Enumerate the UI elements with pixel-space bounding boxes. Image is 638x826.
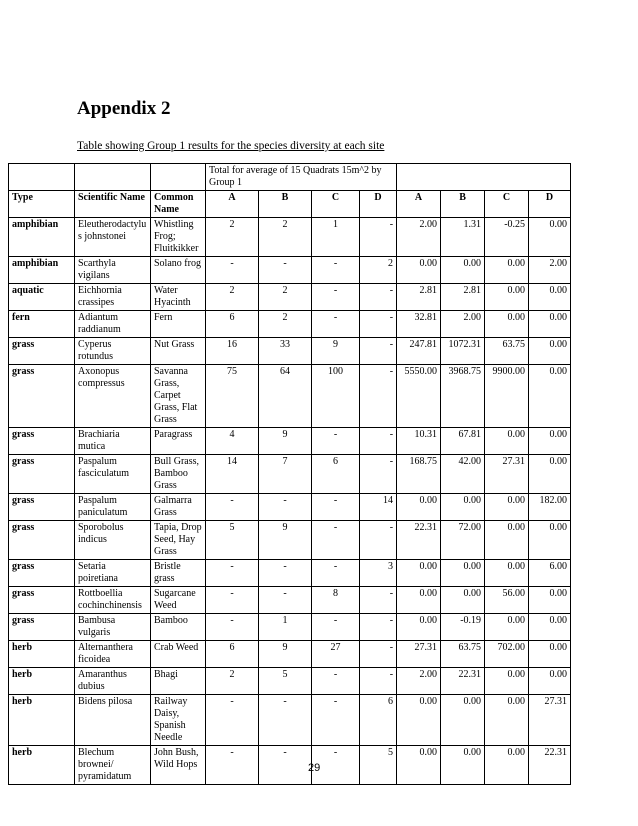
value-cell: - xyxy=(312,284,360,311)
type-cell: herb xyxy=(9,746,75,785)
common-name-cell: Water Hyacinth xyxy=(151,284,206,311)
value-cell: 27 xyxy=(312,641,360,668)
value-cell: - xyxy=(259,257,312,284)
value-cell: 14 xyxy=(206,455,259,494)
value-cell: - xyxy=(206,695,259,746)
value-cell: 27.31 xyxy=(485,455,529,494)
value-cell: - xyxy=(360,587,397,614)
value-cell: - xyxy=(259,746,312,785)
type-cell: herb xyxy=(9,695,75,746)
value-cell: 0.00 xyxy=(397,746,441,785)
value-cell: 22.31 xyxy=(529,746,571,785)
scientific-name-cell: Alternanthera ficoidea xyxy=(75,641,151,668)
value-cell: 27.31 xyxy=(529,695,571,746)
value-cell: 6 xyxy=(206,311,259,338)
value-cell: 2.00 xyxy=(397,218,441,257)
type-cell: herb xyxy=(9,668,75,695)
value-cell: - xyxy=(312,746,360,785)
value-cell: 9 xyxy=(312,338,360,365)
column-header: B xyxy=(441,191,485,218)
value-cell: - xyxy=(360,365,397,428)
value-cell: 0.00 xyxy=(485,428,529,455)
blank-cell xyxy=(75,164,151,191)
column-header: A xyxy=(206,191,259,218)
value-cell: 0.00 xyxy=(485,494,529,521)
column-header: D xyxy=(360,191,397,218)
table-row xyxy=(9,494,571,521)
value-cell: 2 xyxy=(206,668,259,695)
value-cell: 0.00 xyxy=(441,695,485,746)
table-row xyxy=(9,257,571,284)
type-cell: grass xyxy=(9,365,75,428)
value-cell: 2.81 xyxy=(397,284,441,311)
value-cell: 22.31 xyxy=(441,668,485,695)
scientific-name-cell: Adiantum raddianum xyxy=(75,311,151,338)
value-cell: 2.00 xyxy=(397,668,441,695)
column-header: D xyxy=(529,191,571,218)
value-cell: 0.00 xyxy=(441,587,485,614)
scientific-name-cell: Brachiaria mutica xyxy=(75,428,151,455)
scientific-name-cell: Eichhornia crassipes xyxy=(75,284,151,311)
value-cell: - xyxy=(312,257,360,284)
value-cell: - xyxy=(206,494,259,521)
scientific-name-cell: Bambusa vulgaris xyxy=(75,614,151,641)
table-row xyxy=(9,614,571,641)
table-body xyxy=(9,218,571,785)
value-cell: 0.00 xyxy=(485,695,529,746)
value-cell: 2.00 xyxy=(441,311,485,338)
value-cell: 4 xyxy=(206,428,259,455)
value-cell: 0.00 xyxy=(529,668,571,695)
column-header: Scientific Name xyxy=(75,191,151,218)
value-cell: 6.00 xyxy=(529,560,571,587)
value-cell: - xyxy=(312,614,360,641)
value-cell: 0.00 xyxy=(441,560,485,587)
value-cell: 16 xyxy=(206,338,259,365)
value-cell: - xyxy=(312,560,360,587)
type-cell: grass xyxy=(9,587,75,614)
value-cell: 0.00 xyxy=(529,218,571,257)
value-cell: - xyxy=(259,560,312,587)
table-row xyxy=(9,284,571,311)
scientific-name-cell: Bidens pilosa xyxy=(75,695,151,746)
scientific-name-cell: Setaria poiretiana xyxy=(75,560,151,587)
table-row xyxy=(9,746,571,785)
value-cell: 247.81 xyxy=(397,338,441,365)
value-cell: 75 xyxy=(206,365,259,428)
value-cell: -0.25 xyxy=(485,218,529,257)
column-header: Common Name xyxy=(151,191,206,218)
value-cell: 14 xyxy=(360,494,397,521)
value-cell: 5550.00 xyxy=(397,365,441,428)
value-cell: 0.00 xyxy=(529,365,571,428)
page-number: 29 xyxy=(308,762,321,774)
value-cell: 63.75 xyxy=(485,338,529,365)
value-cell: 5 xyxy=(259,668,312,695)
value-cell: 9 xyxy=(259,641,312,668)
value-cell: 67.81 xyxy=(441,428,485,455)
value-cell: 1072.31 xyxy=(441,338,485,365)
value-cell: - xyxy=(312,695,360,746)
value-cell: - xyxy=(259,587,312,614)
table-row xyxy=(9,218,571,257)
type-cell: grass xyxy=(9,560,75,587)
common-name-cell: Crab Weed xyxy=(151,641,206,668)
value-cell: 2 xyxy=(206,284,259,311)
table-row xyxy=(9,521,571,560)
common-name-cell: Bull Grass, Bamboo Grass xyxy=(151,455,206,494)
value-cell: 2.81 xyxy=(441,284,485,311)
value-cell: 0.00 xyxy=(485,668,529,695)
value-cell: 2 xyxy=(360,257,397,284)
value-cell: 9 xyxy=(259,521,312,560)
value-cell: 0.00 xyxy=(441,494,485,521)
common-name-cell: Tapia, Drop Seed, Hay Grass xyxy=(151,521,206,560)
scientific-name-cell: Paspalum fasciculatum xyxy=(75,455,151,494)
table-row xyxy=(9,428,571,455)
page-title: Appendix 2 xyxy=(77,98,171,119)
value-cell: - xyxy=(312,428,360,455)
scientific-name-cell: Paspalum paniculatum xyxy=(75,494,151,521)
value-cell: 0.00 xyxy=(397,257,441,284)
value-cell: 3 xyxy=(360,560,397,587)
value-cell: - xyxy=(206,614,259,641)
common-name-cell: Sugarcane Weed xyxy=(151,587,206,614)
value-cell: - xyxy=(312,668,360,695)
value-cell: 182.00 xyxy=(529,494,571,521)
value-cell: - xyxy=(312,311,360,338)
value-cell: 2.00 xyxy=(529,257,571,284)
value-cell: 2 xyxy=(206,218,259,257)
value-cell: 0.00 xyxy=(485,284,529,311)
table-row xyxy=(9,695,571,746)
table-row xyxy=(9,365,571,428)
scientific-name-cell: Axonopus compressus xyxy=(75,365,151,428)
value-cell: 0.00 xyxy=(529,521,571,560)
value-cell: 9900.00 xyxy=(485,365,529,428)
value-cell: 702.00 xyxy=(485,641,529,668)
header-row xyxy=(9,191,571,218)
type-cell: amphibian xyxy=(9,257,75,284)
type-cell: amphibian xyxy=(9,218,75,257)
value-cell: - xyxy=(360,218,397,257)
table-row xyxy=(9,338,571,365)
blank-cell xyxy=(397,164,571,191)
value-cell: 100 xyxy=(312,365,360,428)
type-cell: grass xyxy=(9,494,75,521)
group-header: Total for average of 15 Quadrats 15m^2 by Group 1 xyxy=(206,164,397,191)
value-cell: - xyxy=(360,641,397,668)
value-cell: 33 xyxy=(259,338,312,365)
type-cell: herb xyxy=(9,641,75,668)
type-cell: grass xyxy=(9,521,75,560)
common-name-cell: John Bush, Wild Hops xyxy=(151,746,206,785)
value-cell: 0.00 xyxy=(485,560,529,587)
value-cell: 0.00 xyxy=(485,311,529,338)
value-cell: 56.00 xyxy=(485,587,529,614)
value-cell: 0.00 xyxy=(441,746,485,785)
value-cell: 0.00 xyxy=(397,560,441,587)
table-caption: Table showing Group 1 results for the species diversity at each site xyxy=(77,140,385,152)
value-cell: - xyxy=(360,614,397,641)
value-cell: 64 xyxy=(259,365,312,428)
value-cell: - xyxy=(360,284,397,311)
value-cell: 72.00 xyxy=(441,521,485,560)
value-cell: 32.81 xyxy=(397,311,441,338)
common-name-cell: Fern xyxy=(151,311,206,338)
scientific-name-cell: Sporobolus indicus xyxy=(75,521,151,560)
value-cell: 1 xyxy=(259,614,312,641)
value-cell: - xyxy=(360,311,397,338)
common-name-cell: Nut Grass xyxy=(151,338,206,365)
column-header: C xyxy=(485,191,529,218)
value-cell: 0.00 xyxy=(485,614,529,641)
value-cell: - xyxy=(259,695,312,746)
scientific-name-cell: Cyperus rotundus xyxy=(75,338,151,365)
value-cell: - xyxy=(360,668,397,695)
value-cell: 0.00 xyxy=(529,284,571,311)
value-cell: - xyxy=(206,587,259,614)
value-cell: - xyxy=(360,428,397,455)
value-cell: 63.75 xyxy=(441,641,485,668)
table-row xyxy=(9,560,571,587)
blank-cell xyxy=(151,164,206,191)
value-cell: - xyxy=(312,494,360,521)
value-cell: 1.31 xyxy=(441,218,485,257)
value-cell: 2 xyxy=(259,218,312,257)
value-cell: - xyxy=(206,746,259,785)
common-name-cell: Galmarra Grass xyxy=(151,494,206,521)
value-cell: 0.00 xyxy=(529,338,571,365)
value-cell: 3968.75 xyxy=(441,365,485,428)
type-cell: grass xyxy=(9,614,75,641)
common-name-cell: Paragrass xyxy=(151,428,206,455)
value-cell: - xyxy=(206,257,259,284)
value-cell: 0.00 xyxy=(397,494,441,521)
table-row xyxy=(9,311,571,338)
value-cell: - xyxy=(312,521,360,560)
common-name-cell: Bhagi xyxy=(151,668,206,695)
value-cell: 0.00 xyxy=(529,587,571,614)
value-cell: 0.00 xyxy=(397,614,441,641)
value-cell: 0.00 xyxy=(397,587,441,614)
value-cell: 168.75 xyxy=(397,455,441,494)
column-header: B xyxy=(259,191,312,218)
type-cell: aquatic xyxy=(9,284,75,311)
value-cell: 6 xyxy=(206,641,259,668)
scientific-name-cell: Blechum brownei/ pyramidatum xyxy=(75,746,151,785)
value-cell: - xyxy=(360,455,397,494)
blank-cell xyxy=(9,164,75,191)
value-cell: 2 xyxy=(259,311,312,338)
value-cell: 0.00 xyxy=(485,257,529,284)
species-table xyxy=(8,163,571,785)
value-cell: 5 xyxy=(360,746,397,785)
value-cell: 0.00 xyxy=(397,695,441,746)
common-name-cell: Savanna Grass, Carpet Grass, Flat Grass xyxy=(151,365,206,428)
value-cell: - xyxy=(259,494,312,521)
value-cell: 10.31 xyxy=(397,428,441,455)
column-header: C xyxy=(312,191,360,218)
value-cell: 0.00 xyxy=(485,521,529,560)
value-cell: 22.31 xyxy=(397,521,441,560)
value-cell: 0.00 xyxy=(529,311,571,338)
common-name-cell: Bamboo xyxy=(151,614,206,641)
scientific-name-cell: Eleutherodactylus johnstonei xyxy=(75,218,151,257)
value-cell: 0.00 xyxy=(529,455,571,494)
common-name-cell: Bristle grass xyxy=(151,560,206,587)
type-cell: grass xyxy=(9,338,75,365)
value-cell: - xyxy=(360,521,397,560)
value-cell: 8 xyxy=(312,587,360,614)
type-cell: grass xyxy=(9,428,75,455)
group-header-row xyxy=(9,164,571,191)
table-row xyxy=(9,455,571,494)
value-cell: -0.19 xyxy=(441,614,485,641)
value-cell: 0.00 xyxy=(485,746,529,785)
table-row xyxy=(9,668,571,695)
column-header: A xyxy=(397,191,441,218)
value-cell: - xyxy=(360,338,397,365)
scientific-name-cell: Scarthyla vigilans xyxy=(75,257,151,284)
common-name-cell: Railway Daisy, Spanish Needle xyxy=(151,695,206,746)
value-cell: 1 xyxy=(312,218,360,257)
value-cell: 0.00 xyxy=(441,257,485,284)
value-cell: 0.00 xyxy=(529,614,571,641)
value-cell: 9 xyxy=(259,428,312,455)
type-cell: fern xyxy=(9,311,75,338)
value-cell: 6 xyxy=(312,455,360,494)
value-cell: 5 xyxy=(206,521,259,560)
value-cell: 42.00 xyxy=(441,455,485,494)
common-name-cell: Solano frog xyxy=(151,257,206,284)
scientific-name-cell: Amaranthus dubius xyxy=(75,668,151,695)
value-cell: 2 xyxy=(259,284,312,311)
value-cell: - xyxy=(206,560,259,587)
value-cell: 27.31 xyxy=(397,641,441,668)
scientific-name-cell: Rottboellia cochinchinensis xyxy=(75,587,151,614)
type-cell: grass xyxy=(9,455,75,494)
value-cell: 0.00 xyxy=(529,641,571,668)
column-header: Type xyxy=(9,191,75,218)
value-cell: 7 xyxy=(259,455,312,494)
table-row xyxy=(9,587,571,614)
table-row xyxy=(9,641,571,668)
value-cell: 0.00 xyxy=(529,428,571,455)
common-name-cell: Whistling Frog; Fluitkikker xyxy=(151,218,206,257)
value-cell: 6 xyxy=(360,695,397,746)
